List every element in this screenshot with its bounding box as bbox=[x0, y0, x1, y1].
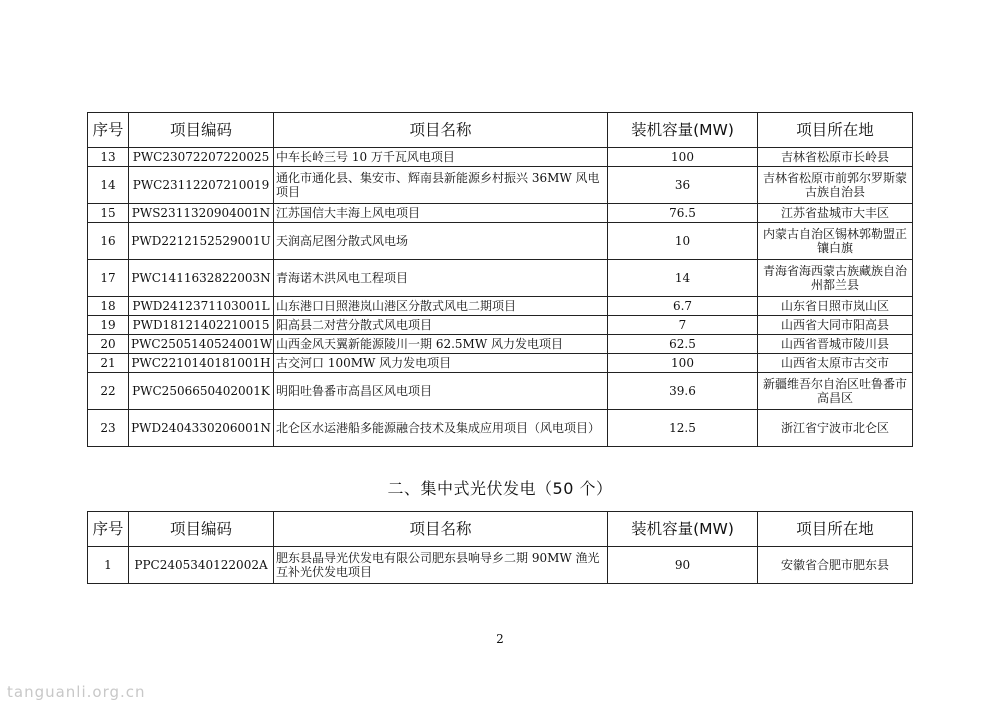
row-location: 山西省大同市阳高县 bbox=[758, 316, 913, 335]
watermark: tanguanli.org.cn bbox=[7, 683, 146, 701]
row-code: PPC2405340122002A bbox=[129, 547, 274, 584]
row-location: 安徽省合肥市肥东县 bbox=[758, 547, 913, 584]
table-row bbox=[88, 316, 913, 335]
row-no: 17 bbox=[88, 260, 129, 297]
row-location: 内蒙古自治区锡林郭勒盟正镶白旗 bbox=[758, 223, 913, 260]
table-row bbox=[88, 373, 913, 410]
pv-projects-table bbox=[87, 511, 913, 584]
row-capacity: 39.6 bbox=[608, 373, 758, 410]
header-name: 项目名称 bbox=[274, 512, 608, 547]
row-name: 山西金风天翼新能源陵川一期 62.5MW 风力发电项目 bbox=[274, 335, 608, 354]
row-location: 山西省晋城市陵川县 bbox=[758, 335, 913, 354]
row-location: 浙江省宁波市北仑区 bbox=[758, 410, 913, 447]
table-row bbox=[88, 297, 913, 316]
row-code: PWC23072207220025 bbox=[129, 148, 274, 167]
row-code: PWC1411632822003N bbox=[129, 260, 274, 297]
row-no: 1 bbox=[88, 547, 129, 584]
header-code: 项目编码 bbox=[129, 512, 274, 547]
row-capacity: 100 bbox=[608, 148, 758, 167]
row-code: PWC2506650402001K bbox=[129, 373, 274, 410]
row-name: 阳高县二对营分散式风电项目 bbox=[274, 316, 608, 335]
row-no: 16 bbox=[88, 223, 129, 260]
row-location: 青海省海西蒙古族藏族自治州都兰县 bbox=[758, 260, 913, 297]
row-name: 中车长岭三号 10 万千瓦风电项目 bbox=[274, 148, 608, 167]
header-no: 序号 bbox=[88, 512, 129, 547]
page-number: 2 bbox=[496, 632, 504, 646]
row-location: 山西省太原市古交市 bbox=[758, 354, 913, 373]
table-row bbox=[88, 410, 913, 447]
row-capacity: 36 bbox=[608, 167, 758, 204]
row-code: PWD18121402210015 bbox=[129, 316, 274, 335]
row-capacity: 14 bbox=[608, 260, 758, 297]
header-capacity: 装机容量(MW) bbox=[608, 113, 758, 148]
row-capacity: 7 bbox=[608, 316, 758, 335]
row-no: 19 bbox=[88, 316, 129, 335]
wind-projects-table bbox=[87, 112, 913, 447]
row-code: PWD2412371103001L bbox=[129, 297, 274, 316]
header-name: 项目名称 bbox=[274, 113, 608, 148]
row-name: 肥东县晶导光伏发电有限公司肥东县响导乡二期 90MW 渔光互补光伏发电项目 bbox=[274, 547, 608, 584]
row-name: 通化市通化县、集安市、辉南县新能源乡村振兴 36MW 风电项目 bbox=[274, 167, 608, 204]
row-name: 江苏国信大丰海上风电项目 bbox=[274, 204, 608, 223]
row-location: 吉林省松原市长岭县 bbox=[758, 148, 913, 167]
row-no: 21 bbox=[88, 354, 129, 373]
row-location: 江苏省盐城市大丰区 bbox=[758, 204, 913, 223]
row-no: 23 bbox=[88, 410, 129, 447]
table-row bbox=[88, 167, 913, 204]
row-capacity: 12.5 bbox=[608, 410, 758, 447]
row-no: 22 bbox=[88, 373, 129, 410]
section-title: 二、集中式光伏发电（50 个） bbox=[387, 479, 613, 498]
row-code: PWS2311320904001N bbox=[129, 204, 274, 223]
row-code: PWC23112207210019 bbox=[129, 167, 274, 204]
row-name: 北仑区水运港船多能源融合技术及集成应用项目（风电项目） bbox=[274, 410, 608, 447]
row-location: 吉林省松原市前郭尔罗斯蒙古族自治县 bbox=[758, 167, 913, 204]
row-no: 20 bbox=[88, 335, 129, 354]
row-no: 18 bbox=[88, 297, 129, 316]
row-capacity: 62.5 bbox=[608, 335, 758, 354]
table-row bbox=[88, 335, 913, 354]
header-no: 序号 bbox=[88, 113, 129, 148]
row-capacity: 100 bbox=[608, 354, 758, 373]
header-location: 项目所在地 bbox=[758, 113, 913, 148]
row-code: PWD2212152529001U bbox=[129, 223, 274, 260]
row-no: 13 bbox=[88, 148, 129, 167]
row-location: 山东省日照市岚山区 bbox=[758, 297, 913, 316]
header-capacity: 装机容量(MW) bbox=[608, 512, 758, 547]
row-no: 15 bbox=[88, 204, 129, 223]
table-row bbox=[88, 148, 913, 167]
row-code: PWD2404330206001N bbox=[129, 410, 274, 447]
table-row bbox=[88, 354, 913, 373]
row-no: 14 bbox=[88, 167, 129, 204]
header-code: 项目编码 bbox=[129, 113, 274, 148]
row-capacity: 90 bbox=[608, 547, 758, 584]
table-row bbox=[88, 260, 913, 297]
row-code: PWC2210140181001H bbox=[129, 354, 274, 373]
table-row bbox=[88, 547, 913, 584]
row-capacity: 10 bbox=[608, 223, 758, 260]
table-row bbox=[88, 204, 913, 223]
table-header-row bbox=[88, 113, 913, 148]
row-capacity: 76.5 bbox=[608, 204, 758, 223]
row-name: 青海诺木洪风电工程项目 bbox=[274, 260, 608, 297]
table-header-row bbox=[88, 512, 913, 547]
row-name: 山东港口日照港岚山港区分散式风电二期项目 bbox=[274, 297, 608, 316]
row-name: 明阳吐鲁番市高昌区风电项目 bbox=[274, 373, 608, 410]
row-location: 新疆维吾尔自治区吐鲁番市高昌区 bbox=[758, 373, 913, 410]
row-name: 天润高尼图分散式风电场 bbox=[274, 223, 608, 260]
row-name: 古交河口 100MW 风力发电项目 bbox=[274, 354, 608, 373]
table-row bbox=[88, 223, 913, 260]
row-capacity: 6.7 bbox=[608, 297, 758, 316]
row-code: PWC2505140524001W bbox=[129, 335, 274, 354]
header-location: 项目所在地 bbox=[758, 512, 913, 547]
